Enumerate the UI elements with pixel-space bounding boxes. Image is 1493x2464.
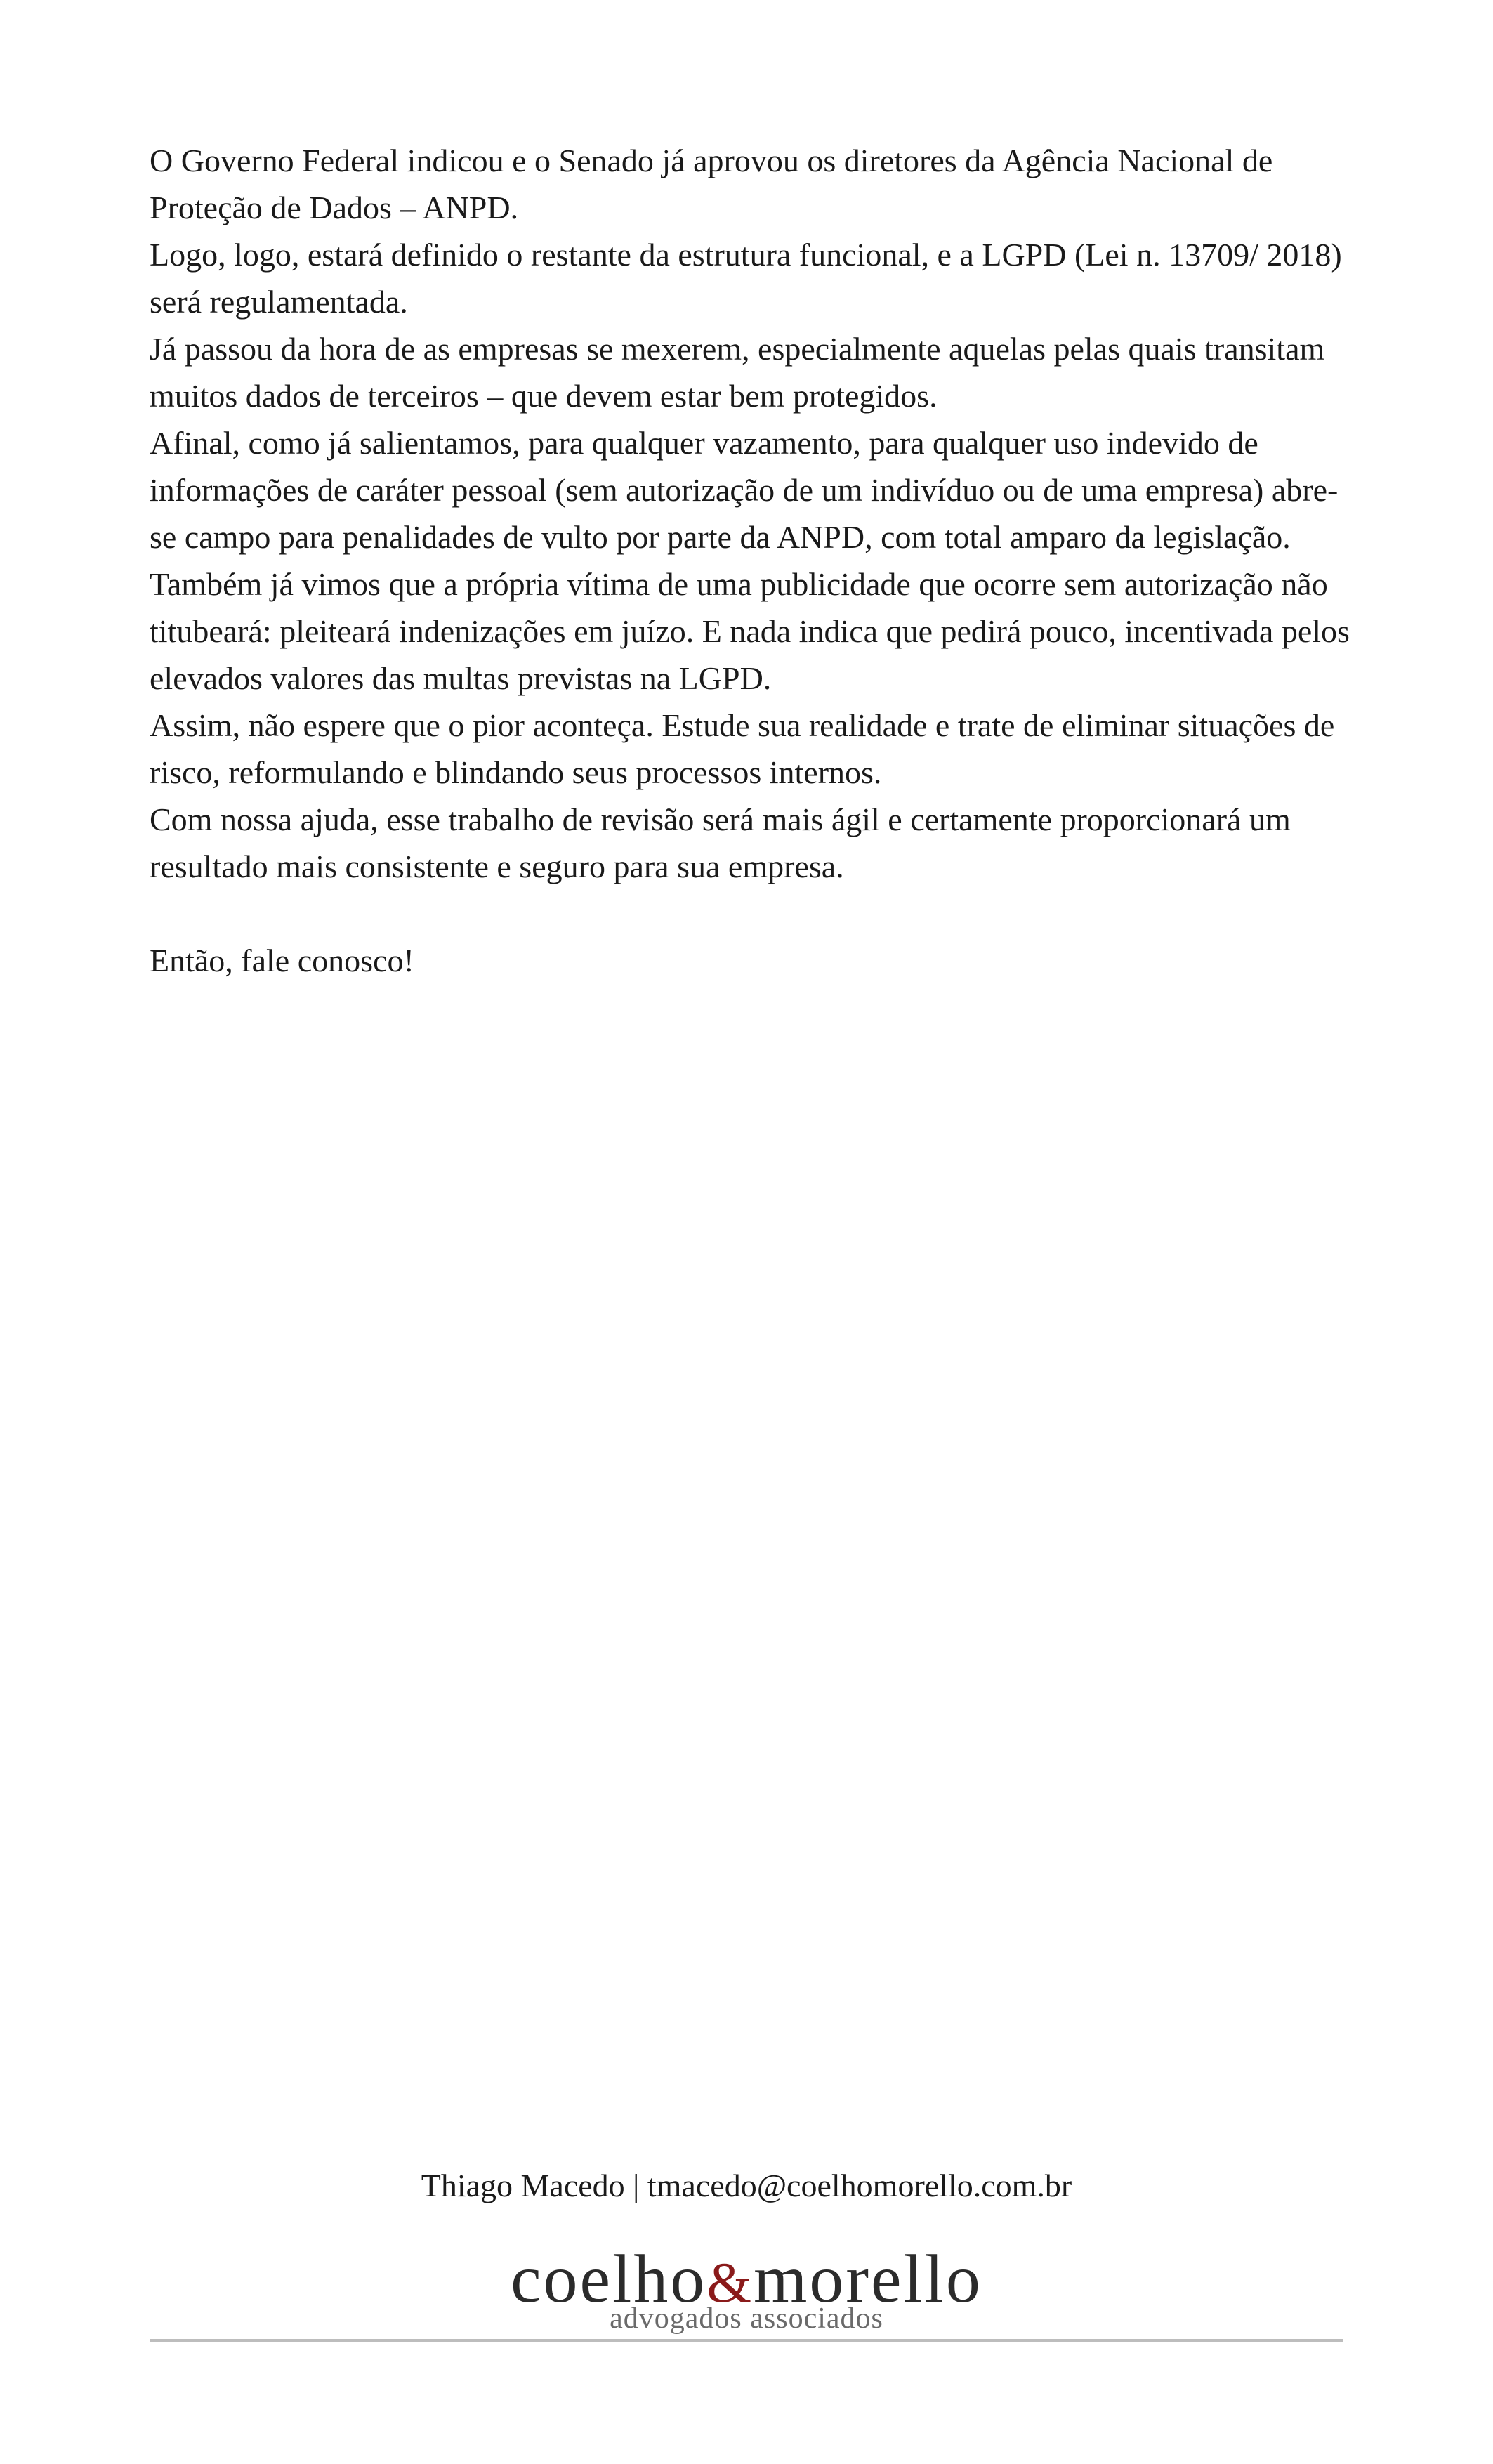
letter-body: [150, 137, 1357, 984]
paragraph-7: Com nossa ajuda, esse trabalho de revisão será mais ágil e certamente proporcionará um resultado mais consistente e seguro para sua empresa.: [150, 801, 1291, 884]
footer-divider: [150, 2339, 1343, 2342]
paragraph-1: O Governo Federal indicou e o Senado já aprovou os diretores da Agência Nacional de Proteção de Dados – ANPD.: [150, 143, 1273, 225]
logo-part-coelho: coelho: [511, 2241, 707, 2317]
closing-line: Então, fale conosco!: [150, 943, 414, 978]
paragraph-2: Logo, logo, estará definido o restante da estrutura funcional, e a LGPD (Lei n. 13709/ 2018) será regulamentada.: [150, 237, 1342, 320]
signature-line: Thiago Macedo | tmacedo@coelhomorello.com.br: [421, 2168, 1072, 2203]
paragraph-5: Também já vimos que a própria vítima de uma publicidade que ocorre sem autorização não titubeará: pleiteará indenizações em juízo. E nada indica que pedirá pouco, incentivada pelos elevados valores das multas previstas na LGPD.: [150, 566, 1350, 696]
logo-ampersand: &: [706, 2250, 754, 2314]
paragraph-3: Já passou da hora de as empresas se mexerem, especialmente aquelas pelas quais transitam muitos dados de terceiros – que devem estar bem protegidos.: [150, 331, 1325, 414]
logo-part-morello: morello: [754, 2241, 982, 2317]
paragraph-4: Afinal, como já salientamos, para qualquer vazamento, para qualquer uso indevido de informações de caráter pessoal (sem autorização de um indivíduo ou de uma empresa) abre-se campo para penalidades de vulto por parte da ANPD, com total amparo da legislação.: [150, 425, 1339, 555]
logo-tagline: advogados associados: [610, 2302, 883, 2335]
paragraph-6: Assim, não espere que o pior aconteça. Estude sua realidade e trate de eliminar situações de risco, reformulando e blindando seus processos internos.: [150, 707, 1335, 790]
company-logo: [0, 2241, 1493, 2335]
